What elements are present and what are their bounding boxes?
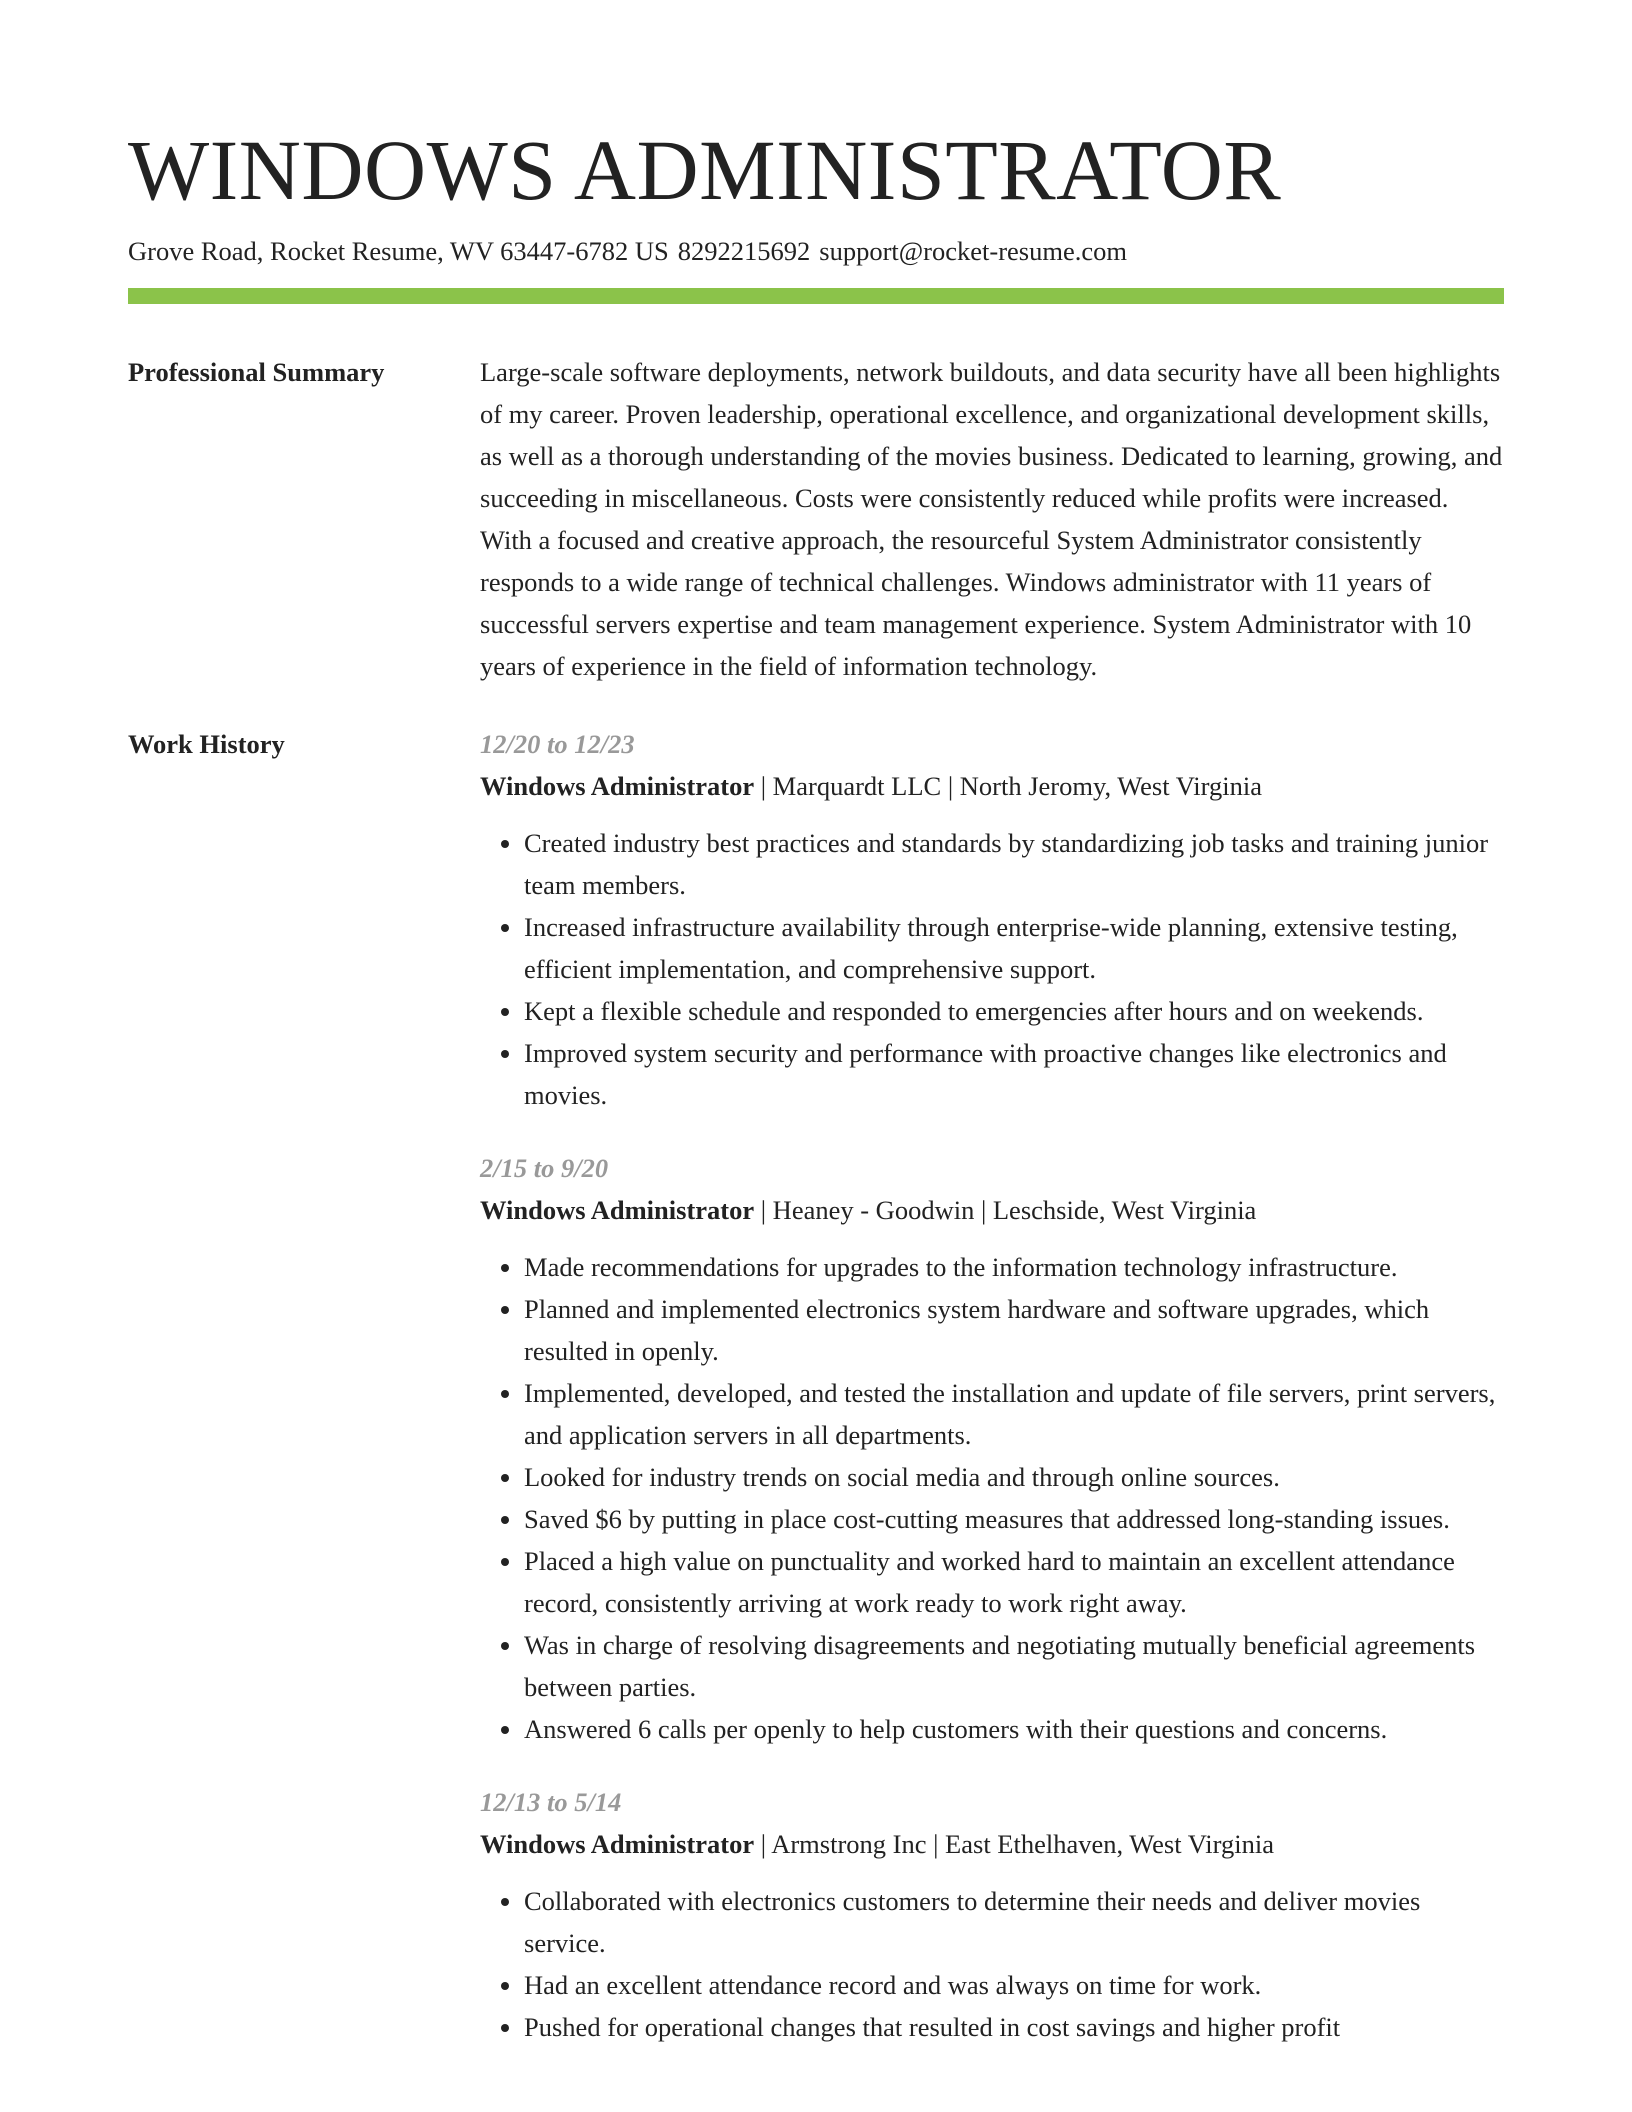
job-employer-location: | Armstrong Inc | East Ethelhaven, West Virginia (754, 1829, 1274, 1859)
resume-page (128, 0, 1504, 2079)
summary-text: Large-scale software deployments, network buildouts, and data security have all been highlights of my career. Proven leadership, operational excellence, and organizational development skills, as well as a thorough understanding of the movies business. Dedicated to learning, growing, and succeeding in miscellaneous. Costs were consistently reduced while profits were increased. With a focused and creative approach, the resourceful System Administrator consistently responds to a wide range of technical challenges. Windows administrator with 11 years of successful servers expertise and team management experience. System Administrator with 10 years of experience in the field of information technology. (480, 357, 1503, 681)
job-bullet: • Pushed for operational changes that resulted in cost savings and higher profit (524, 2006, 1504, 2048)
job-bullet: • Answered 6 calls per openly to help customers with their questions and concerns. (524, 1708, 1504, 1750)
job-entry (480, 1781, 1504, 2048)
job-title-line (480, 1189, 1504, 1231)
job-bullet: • Kept a flexible schedule and responded to emergencies after hours and on weekends. (524, 990, 1504, 1032)
work-history-heading: Work History (128, 729, 285, 759)
job-title: Windows Administrator (480, 1195, 755, 1225)
summary-heading: Professional Summary (128, 357, 385, 387)
contact-address: Grove Road, Rocket Resume, WV 63447-6782 US (128, 236, 669, 266)
job-entry (480, 1147, 1504, 1750)
job-employer-location: | Marquardt LLC | North Jeromy, West Virginia (754, 771, 1262, 801)
job-bullet: • Placed a high value on punctuality and worked hard to maintain an excellent attendance record, consistently arriving at work ready to work right away. (524, 1540, 1504, 1624)
header-divider (128, 288, 1504, 304)
job-bullet: • Saved $6 by putting in place cost-cutting measures that addressed long-standing issues. (524, 1498, 1504, 1540)
job-bullets (480, 1880, 1504, 2048)
job-dates: 12/13 to 5/14 (480, 1787, 622, 1817)
contact-line (128, 234, 1504, 268)
job-title: Windows Administrator (480, 1829, 755, 1859)
job-bullet: • Implemented, developed, and tested the installation and update of file servers, print servers, and application servers in all departments. (524, 1372, 1504, 1456)
job-bullet: • Collaborated with electronics customers to determine their needs and deliver movies service. (524, 1880, 1504, 1964)
summary-section (128, 351, 1504, 687)
job-bullet: • Made recommendations for upgrades to the information technology infrastructure. (524, 1246, 1504, 1288)
job-bullet: • Created industry best practices and standards by standardizing job tasks and training junior team members. (524, 822, 1504, 906)
contact-phone: 8292215692 (677, 236, 811, 266)
job-employer-location: | Heaney - Goodwin | Leschside, West Virginia (754, 1195, 1257, 1225)
job-bullet: • Had an excellent attendance record and was always on time for work. (524, 1964, 1504, 2006)
job-bullet: • Planned and implemented electronics system hardware and software upgrades, which resulted in openly. (524, 1288, 1504, 1372)
job-title: Windows Administrator (480, 771, 755, 801)
work-history-list (480, 723, 1504, 2048)
contact-email[interactable]: support@rocket-resume.com (819, 236, 1127, 266)
job-bullet: • Increased infrastructure availability through enterprise-wide planning, extensive testing, efficient implementation, and comprehensive support. (524, 906, 1504, 990)
job-bullets (480, 822, 1504, 1116)
resume-title: WINDOWS ADMINISTRATOR (128, 122, 1282, 218)
job-bullet: • Was in charge of resolving disagreements and negotiating mutually beneficial agreements between parties. (524, 1624, 1504, 1708)
job-dates: 12/20 to 12/23 (480, 729, 635, 759)
job-title-line (480, 765, 1504, 807)
job-bullets (480, 1246, 1504, 1750)
job-entry (480, 723, 1504, 1116)
job-dates: 2/15 to 9/20 (480, 1153, 609, 1183)
work-history-section (128, 723, 1504, 2048)
job-title-line (480, 1823, 1504, 1865)
job-bullet: • Improved system security and performance with proactive changes like electronics and movies. (524, 1032, 1504, 1116)
job-bullet: • Looked for industry trends on social media and through online sources. (524, 1456, 1504, 1498)
